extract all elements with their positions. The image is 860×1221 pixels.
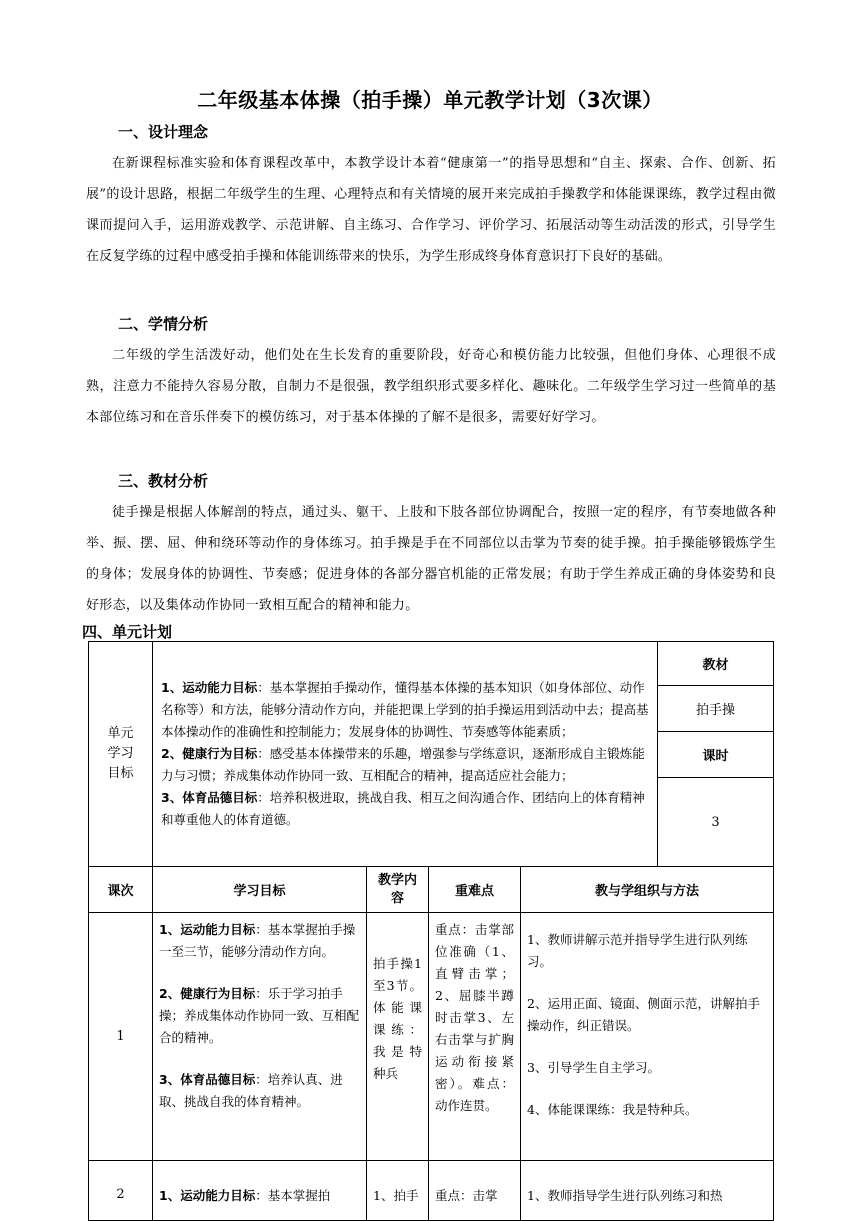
material-label: 教材: [658, 642, 774, 686]
method-item: 2、运用正面、镜面、侧面示范，讲解拍手操动作，纠正错误。: [527, 996, 760, 1033]
goal2-title: 2、健康行为目标: [161, 746, 258, 761]
header-objectives: 学习目标: [153, 867, 367, 913]
obj1-text: ：基本掌握拍手操一至三节，能够分清动作方向。: [159, 922, 356, 959]
section-heading-students: 二、学情分析: [118, 315, 209, 333]
table-row: [89, 1161, 774, 1221]
section-heading-material: 三、教材分析: [118, 472, 209, 490]
obj3-text: ：培养认真、进取、挑战自我的体育精神。: [159, 1072, 343, 1109]
document-title: 二年级基本体操（拍手操）单元教学计划（3次课）: [197, 88, 663, 112]
section-text-students: 二年级的学生活泼好动，他们处在生长发育的重要阶段，好奇心和模仿能力比较强，但他们身体、心理很不成熟，注意力不能持久容易分散，自制力不是很强，教学组织形式要多样化、趣味化。二年级学生学习过一些简单的基本部位练习和在音乐伴奏下的模仿练习，对于基本体操的了解不是很多，需要好好学习。: [86, 348, 776, 425]
lesson-content: 1、拍手: [367, 1161, 429, 1221]
goal3-title: 3、体育品德目标: [161, 790, 258, 805]
goal2-text: ：感受基本体操带来的乐趣，增强参与学练意识，逐渐形成自主锻炼能力与习惯；养成集体动作协同一致、互相配合的精神，提高适应社会能力；: [161, 746, 645, 783]
unit-plan-table: [88, 641, 774, 1221]
section-text-material: 徒手操是根据人体解剖的特点，通过头、躯干、上肢和下肢各部位协调配合，按照一定的程序，有节奏地做各种举、振、摆、屈、伸和绕环等动作的身体练习。拍手操是手在不同部位以击掌为节奏的徒手操。拍手操能够锻炼学生的身体；发展身体的协调性、节奏感；促进身体的各部分器官机能的正常发展；有助于学生养成正确的身体姿势和良好形态，以及集体动作协同一致相互配合的精神和能力。: [86, 505, 776, 613]
unit-goals-cell: [153, 642, 658, 867]
header-methods: 教与学组织与方法: [521, 867, 774, 913]
lesson-objectives: [153, 913, 367, 1161]
hours-label: 课时: [658, 732, 774, 778]
section-heading-design: 一、设计理念: [118, 123, 209, 141]
lesson-methods: [521, 1161, 774, 1221]
section-text-design: 在新课程标准实验和体育课程改革中，本教学设计本着“健康第一”的指导思想和“自主、探索、合作、创新、拓展”的设计思路，根据二年级学生的生理、心理特点和有关情境的展开来完成拍手操教学和体能课课练，教学过程由微课而提问入手，运用游戏教学、示范讲解、自主练习、合作学习、评价学习、拓展活动等生动活泼的形式，引导学生在反复学练的过程中感受拍手操和体能训练带来的快乐，为学生形成终身体育意识打下良好的基础。: [86, 156, 776, 264]
material-value: 拍手操: [658, 686, 774, 732]
method-item: 3、引导学生自主学习。: [527, 1060, 660, 1075]
lesson-number: 2: [89, 1161, 153, 1221]
goal1-title: 1、运动能力目标: [161, 680, 258, 695]
goal3-text: ：培养积极进取，挑战自我、相互之间沟通合作、团结向上的体育精神和尊重他人的体育道德。: [161, 790, 645, 827]
header-key-points: 重难点: [429, 867, 521, 913]
goal1-text: ：基本掌握拍手操动作，懂得基本体操的基本知识（如身体部位、动作名称等）和方法，能够分清动作方向，并能把课上学到的拍手操运用到活动中去；提高基本体操动作的准确性和控制能力；发展身体的协调性、节奏感等体能素质；: [161, 680, 649, 739]
header-lesson: 课次: [89, 867, 153, 913]
lesson-methods: [521, 913, 774, 1161]
obj1-title: 1、运动能力目标: [159, 922, 256, 937]
method-item: 1、教师指导学生进行队列练习和热: [527, 1188, 723, 1203]
obj2-title: 2、健康行为目标: [159, 986, 256, 1001]
header-content: 教学内容: [367, 867, 429, 913]
lesson-content: 拍手操1至3节。体能课课练：我是特种兵: [367, 913, 429, 1161]
obj2-text: ：乐于学习拍手操；养成集体动作协同一致、互相配合的精神。: [159, 986, 360, 1045]
lesson-key-points: 重点：击掌: [429, 1161, 521, 1221]
method-item: 1、教师讲解示范并指导学生进行队列练习。: [527, 932, 748, 969]
lesson-objectives: [153, 1161, 367, 1221]
table-row: [89, 913, 774, 1161]
method-item: 4、体能课课练：我是特种兵。: [527, 1102, 698, 1117]
obj3-title: 3、体育品德目标: [159, 1072, 256, 1087]
hours-value: 3: [658, 778, 774, 867]
lesson-number: 1: [89, 913, 153, 1161]
obj1-text: ：基本掌握拍: [255, 1188, 331, 1203]
obj1-title: 1、运动能力目标: [159, 1188, 256, 1203]
section-heading-unit-plan: 四、单元计划: [82, 623, 173, 641]
lesson-key-points: 重点：击掌部位准确（1、直臂击掌；2、屈膝半蹲时击掌3、左右击掌与扩胸运动衔接紧密）。难点：动作连贯。: [429, 913, 521, 1161]
unit-goal-label: 单元学习目标: [89, 642, 153, 867]
